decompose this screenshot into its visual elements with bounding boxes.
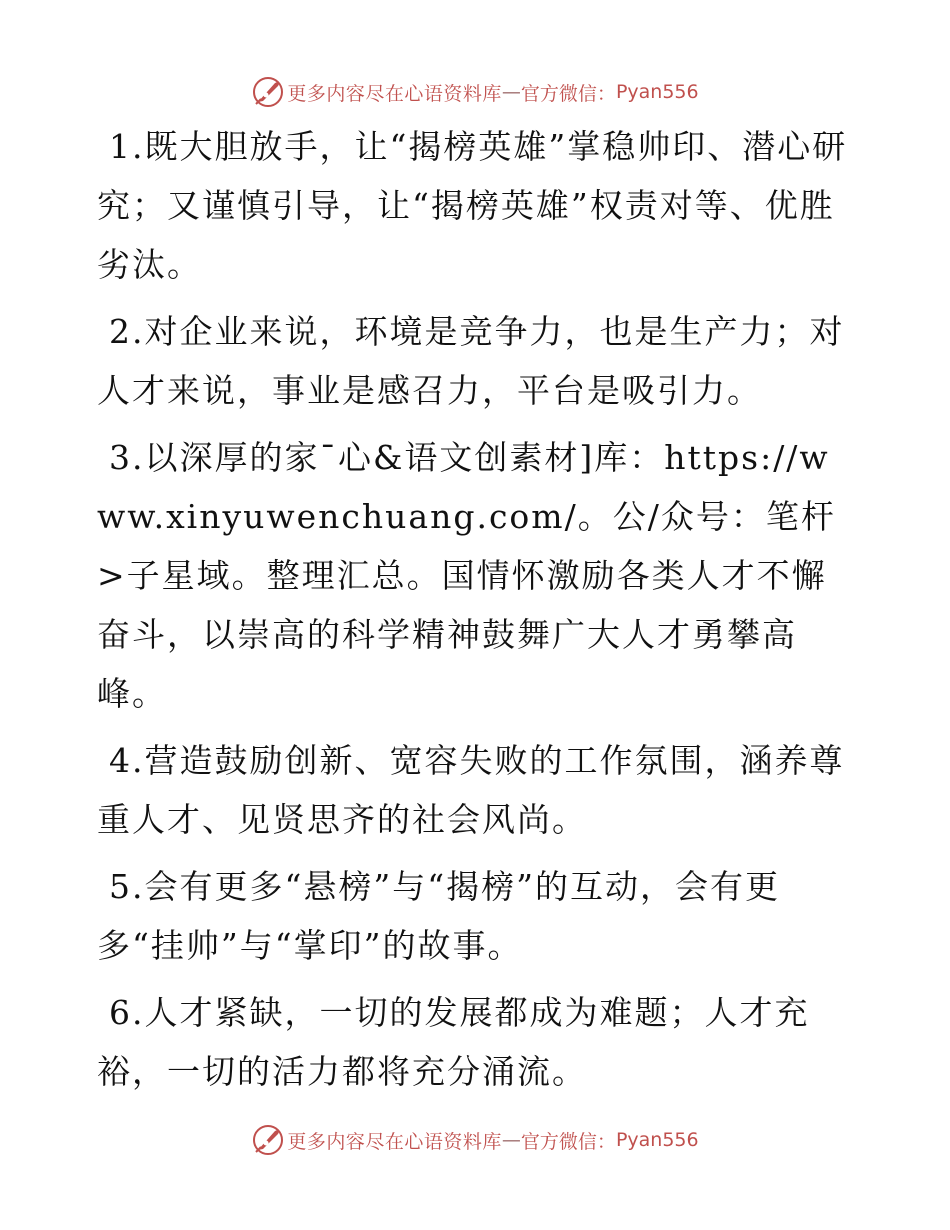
paragraph-1: 1.既大胆放手，让“揭榜英雄”掌稳帅印、潜心研究；又谨慎引导，让“揭榜英雄”权责对等、优胜劣汰。 (97, 127, 848, 284)
paragraph-5: 5.会有更多“悬榜”与“揭榜”的互动，会有更多“挂帅”与“掌印”的故事。 (97, 867, 780, 965)
banner-wechat-label: 官方微信： (520, 1130, 616, 1153)
banner-wechat-id: Pyan556 (615, 1129, 699, 1151)
paragraph-2: 2.对企业来说，环境是竞争力，也是生产力；对人才来说，事业是感召力，平台是吸引力。 (97, 312, 845, 410)
banner-wechat-label: 官方微信： (520, 82, 616, 105)
feather-pen-logo-icon (251, 75, 285, 109)
document-body (97, 117, 857, 1109)
paragraph-6: 6.人才紧缺，一切的发展都成为难题；人才充裕，一切的活力都将充分涌流。 (97, 993, 810, 1091)
header-watermark-banner (0, 72, 950, 112)
feather-pen-logo-icon (251, 1123, 285, 1157)
banner-wechat-id: Pyan556 (615, 81, 699, 103)
banner-main-text: 更多内容尽在心语资料库 (287, 1130, 502, 1153)
footer-watermark-banner (0, 1120, 950, 1160)
paragraph-3: 3.以深厚的家¯心&语文创素材]库：https://www.xinyuwenchuang.com/。公/众号：笔杆>子星域。整理汇总。国情怀激励各类人才不懈奋斗，以崇高的科学精神鼓舞广大人才勇攀高峰。 (97, 438, 836, 713)
paragraph-4: 4.营造鼓励创新、宽容失败的工作氛围，涵养尊重人才、见贤思齐的社会风尚。 (97, 741, 845, 839)
banner-main-text: 更多内容尽在心语资料库 (287, 82, 502, 105)
banner-dash: — (501, 1129, 521, 1151)
banner-dash: — (501, 81, 521, 103)
